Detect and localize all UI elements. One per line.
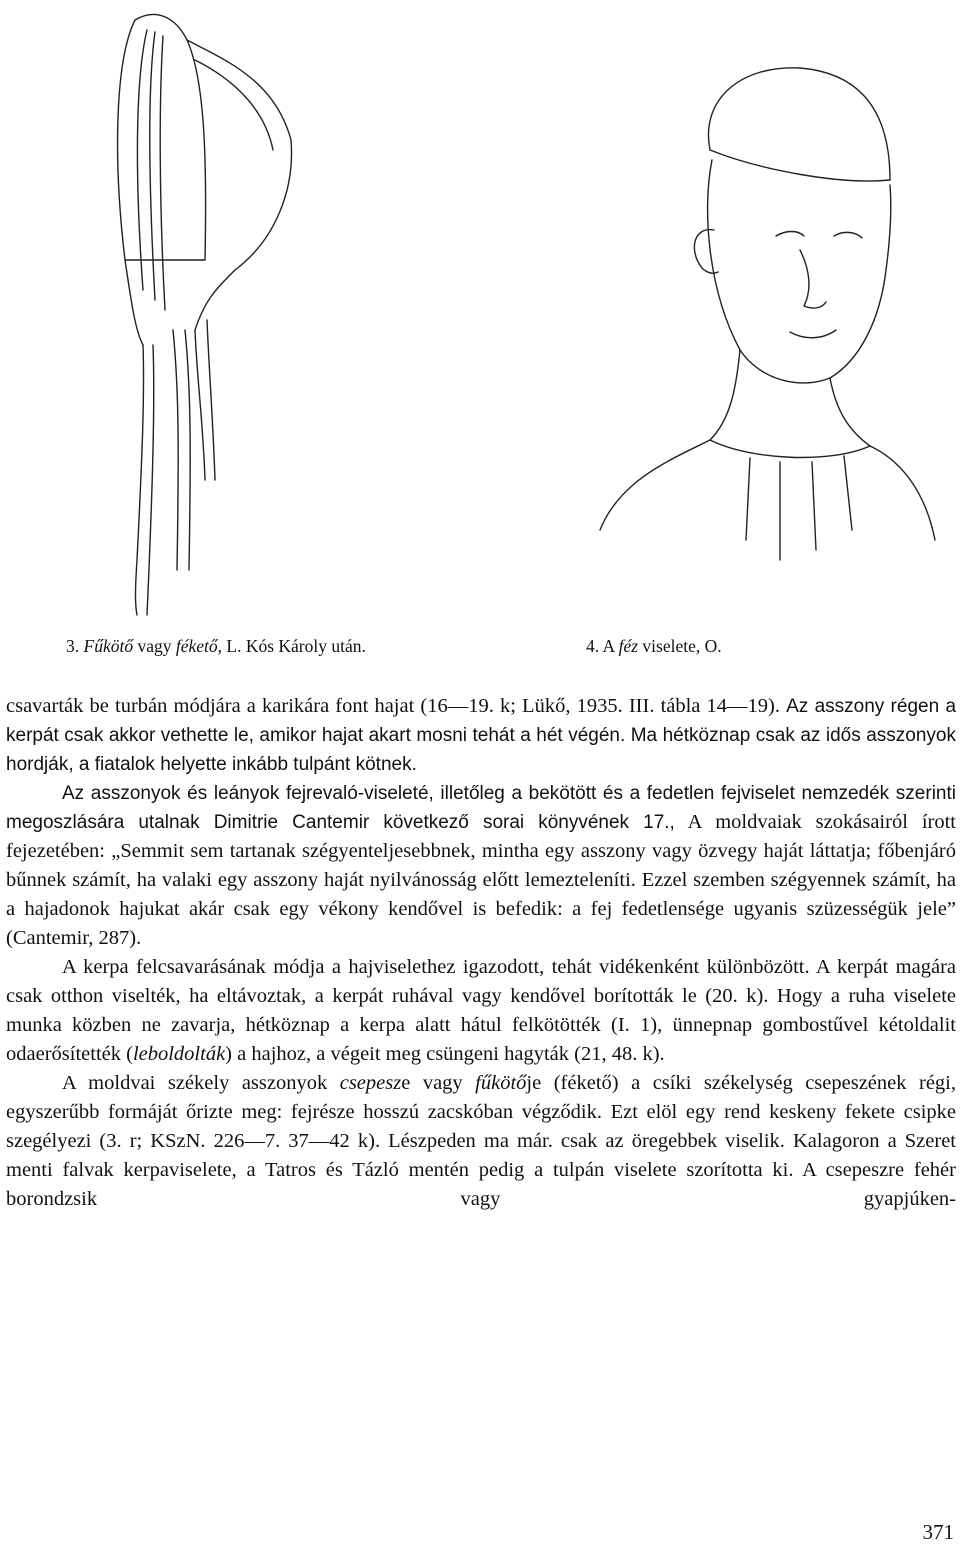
body-text [6, 692, 956, 1214]
text-segment: A moldvai székely asszonyok [62, 1072, 340, 1094]
paragraph [6, 1069, 956, 1214]
figure-4-caption: 4. A féz viselete, O. [586, 636, 722, 656]
text-segment: A kerpa felcsavarásának módja a hajviselethez igazodott, tehát vidékenként különbözött. A kerpát magára csak otthon viselték, ha eltávoztak, a kerpát ruhával vagy kendővel borították le (20. k). Hogy a ruha viselete munka közben ne zavarja, hétköznap a kerpa alatt hátul felkötötték (I. 1), ünnepnap gombostűvel kétoldalit odaerősítették ( [6, 956, 956, 1065]
text-segment: csepesz [339, 1072, 402, 1094]
text-segment: leboldolták [132, 1043, 226, 1065]
figure-captions [0, 636, 960, 666]
paragraph [6, 692, 956, 779]
text-segment: e vagy [401, 1072, 476, 1094]
text-segment: Az asszonyok és leányok fejrevaló-viseleté, illetőleg a bekötött és a fedetlen fejviselet nemzedék szerinti megoszlására utalnak Dimitrie Cantemir következő sorai könyvének 17., [6, 783, 956, 833]
text-segment: A moldvaiak szokásairól írott fejezetében: „Semmit sem tartanak szégyenteljesebbnek, mintha egy asszony vagy özvegy haját láttatja; főbenjáró bűnnek számít, ha valaki egy asszony haját nyilvánosság előtt lemezteleníti. Ezzel szemben szégyennek számít, ha a hajadonok hajukat akár csak egy vékony kendővel is befedik: a fej fedetlensége ugyanis szüzességük jele” (Cantemir, 287). [6, 811, 956, 949]
paragraph [6, 953, 956, 1069]
text-segment: fűkötő [475, 1072, 527, 1094]
text-segment: je (fékető) a csíki székelység csepeszének régi, egyszerűbb formáját őrizte meg: fejrésze hosszú zacskóban végződik. Ezt elöl egy rend keskeny fekete csipke szegélyezi (3. r; KSzN. 226—7. 37—42 k). Lészpeden ma már. csak az öregebbek viselik. Kalagoron a Szeret menti falvak kerpaviselete, a Tatros és Tázló mentén pedig a tulpán viselete szorította ki. A csepeszre fehér borondzsik vagy gyapjúken- [6, 1072, 956, 1210]
bonnet-drawing [95, 0, 295, 620]
page-number: 371 [922, 1520, 954, 1544]
text-segment: Az asszony régen a kerpát csak akkor vethette le, amikor hajat akart mosni tehát a hét végén. Ma hétköznap csak az idős asszonyok hordják, a fiatalok helyette inkább tulpánt kötnek. [6, 696, 957, 775]
fez-portrait-drawing [590, 60, 940, 620]
figures-area [0, 0, 960, 630]
figure-3-caption: 3. Fűkötő vagy fékető, L. Kós Károly után. [66, 636, 366, 656]
paragraph [6, 779, 956, 953]
text-segment: csavarták be turbán módjára a karikára font hajat (16—19. k; Lükő, 1935. III. tábla 14—19). [6, 695, 787, 717]
text-segment: ) a hajhoz, a végeit meg csüngeni hagyták (21, 48. k). [225, 1043, 665, 1065]
